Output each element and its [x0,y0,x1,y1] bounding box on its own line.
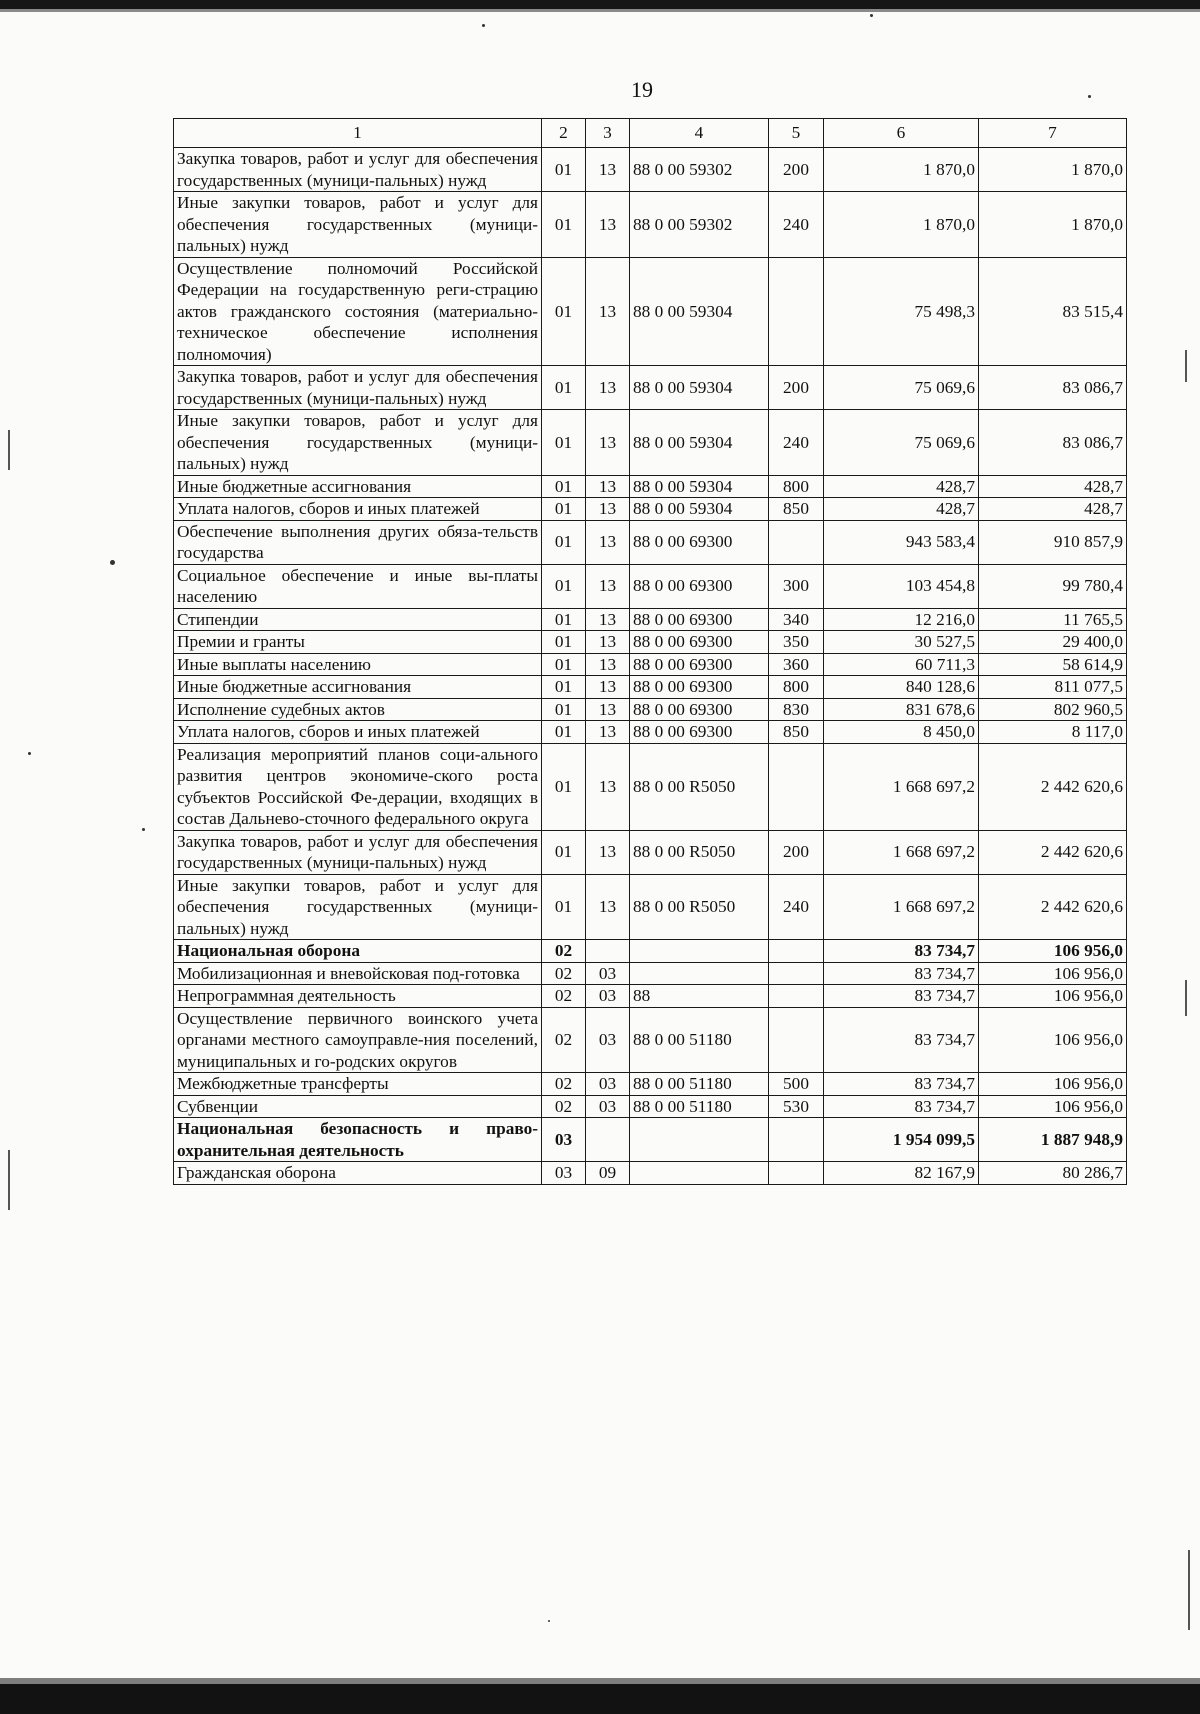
table-row [174,1162,1127,1185]
row-amount-year2-cell: 1 887 948,9 [979,1118,1127,1162]
scan-border-top-shadow [0,9,1200,12]
row-subsection-cell: 03 [586,1073,630,1096]
page-number: 19 [631,77,653,102]
row-amount-year2-cell: 106 956,0 [979,985,1127,1008]
row-expense-type-cell: 200 [769,148,824,192]
scan-edge-mark [1185,980,1187,1016]
row-section-cell: 02 [542,962,586,985]
row-name-cell: Социальное обеспечение и иные вы-платы населению [174,564,542,608]
row-section-cell: 01 [542,721,586,744]
row-amount-year1-cell: 1 954 099,5 [824,1118,979,1162]
row-expense-type-cell: 240 [769,410,824,476]
row-amount-year2-cell: 1 870,0 [979,148,1127,192]
table-row [174,698,1127,721]
row-name-cell: Осуществление полномочий Российской Федерации на государственную реги-страцию актов гражданского состояния (материально-техническое обеспечение исполнения полномочия) [174,257,542,366]
row-amount-year2-cell: 106 956,0 [979,1095,1127,1118]
table-row [174,1073,1127,1096]
row-amount-year2-cell: 11 765,5 [979,608,1127,631]
table-row [174,985,1127,1008]
row-section-cell: 01 [542,874,586,940]
table-row [174,366,1127,410]
row-target-code-cell: 88 0 00 51180 [630,1073,769,1096]
row-amount-year1-cell: 831 678,6 [824,698,979,721]
row-section-cell: 01 [542,257,586,366]
row-amount-year2-cell: 106 956,0 [979,962,1127,985]
row-subsection-cell: 03 [586,985,630,1008]
row-amount-year1-cell: 83 734,7 [824,985,979,1008]
row-expense-type-cell: 350 [769,631,824,654]
row-amount-year2-cell: 811 077,5 [979,676,1127,699]
row-amount-year1-cell: 83 734,7 [824,1095,979,1118]
row-amount-year2-cell: 83 086,7 [979,410,1127,476]
column-header: 6 [824,119,979,148]
row-amount-year1-cell: 12 216,0 [824,608,979,631]
scan-speck [142,828,145,831]
scan-speck [1088,95,1091,98]
row-section-cell: 01 [542,564,586,608]
table-row [174,743,1127,830]
table-row [174,1118,1127,1162]
row-subsection-cell [586,940,630,963]
row-expense-type-cell: 340 [769,608,824,631]
row-amount-year1-cell: 428,7 [824,475,979,498]
row-name-cell: Уплата налогов, сборов и иных платежей [174,498,542,521]
column-header: 7 [979,119,1127,148]
scan-edge-mark [8,430,10,470]
row-expense-type-cell: 850 [769,498,824,521]
row-name-cell: Исполнение судебных актов [174,698,542,721]
row-name-cell: Иные бюджетные ассигнования [174,676,542,699]
row-target-code-cell: 88 0 00 R5050 [630,743,769,830]
table-row [174,564,1127,608]
row-name-cell: Иные бюджетные ассигнования [174,475,542,498]
row-subsection-cell: 13 [586,721,630,744]
table-header-row [174,119,1127,148]
table-row [174,257,1127,366]
scan-edge-mark [1185,350,1187,382]
row-subsection-cell: 13 [586,410,630,476]
row-section-cell: 02 [542,985,586,1008]
row-subsection-cell: 13 [586,257,630,366]
scan-edge-mark [1188,1550,1190,1630]
row-name-cell: Национальная безопасность и право-охранительная деятельность [174,1118,542,1162]
row-expense-type-cell: 200 [769,366,824,410]
row-target-code-cell: 88 0 00 59304 [630,475,769,498]
row-expense-type-cell [769,520,824,564]
row-expense-type-cell [769,985,824,1008]
row-name-cell: Межбюджетные трансферты [174,1073,542,1096]
row-amount-year2-cell: 80 286,7 [979,1162,1127,1185]
row-amount-year1-cell: 75 069,6 [824,410,979,476]
row-section-cell: 01 [542,653,586,676]
row-subsection-cell: 13 [586,830,630,874]
table-row [174,520,1127,564]
scan-speck [482,24,485,27]
scan-speck [28,752,31,755]
row-subsection-cell: 13 [586,874,630,940]
row-amount-year1-cell: 82 167,9 [824,1162,979,1185]
row-target-code-cell: 88 0 00 69300 [630,721,769,744]
row-subsection-cell: 03 [586,962,630,985]
row-target-code-cell: 88 0 00 69300 [630,631,769,654]
row-name-cell: Иные закупки товаров, работ и услуг для обеспечения государственных (муници-пальных) нужд [174,874,542,940]
row-section-cell: 01 [542,192,586,258]
row-amount-year1-cell: 840 128,6 [824,676,979,699]
row-subsection-cell: 13 [586,608,630,631]
row-amount-year2-cell: 106 956,0 [979,1007,1127,1073]
row-amount-year1-cell: 60 711,3 [824,653,979,676]
row-name-cell: Иные закупки товаров, работ и услуг для обеспечения государственных (муници-пальных) нужд [174,410,542,476]
row-amount-year2-cell: 1 870,0 [979,192,1127,258]
row-amount-year2-cell: 428,7 [979,498,1127,521]
row-subsection-cell: 13 [586,653,630,676]
row-target-code-cell: 88 0 00 51180 [630,1095,769,1118]
row-expense-type-cell [769,1162,824,1185]
row-target-code-cell: 88 0 00 51180 [630,1007,769,1073]
row-section-cell: 01 [542,366,586,410]
row-expense-type-cell [769,940,824,963]
row-name-cell: Обеспечение выполнения других обяза-тельств государства [174,520,542,564]
row-name-cell: Закупка товаров, работ и услуг для обеспечения государственных (муници-пальных) нужд [174,366,542,410]
row-name-cell: Реализация мероприятий планов соци-ального развития центров экономиче-ского роста субъектов Российской Фе-дерации, входящих в состав Дальнево-сточного федерального округа [174,743,542,830]
row-amount-year1-cell: 1 870,0 [824,148,979,192]
table-row [174,498,1127,521]
row-amount-year1-cell: 75 069,6 [824,366,979,410]
row-subsection-cell: 13 [586,631,630,654]
row-target-code-cell: 88 0 00 69300 [630,520,769,564]
scan-speck [548,1620,550,1622]
table-row [174,608,1127,631]
row-amount-year1-cell: 1 668 697,2 [824,743,979,830]
table-row [174,1007,1127,1073]
scan-speck [870,14,873,17]
row-target-code-cell: 88 0 00 69300 [630,698,769,721]
row-name-cell: Гражданская оборона [174,1162,542,1185]
row-subsection-cell: 03 [586,1007,630,1073]
row-subsection-cell: 13 [586,743,630,830]
row-subsection-cell: 13 [586,564,630,608]
row-target-code-cell: 88 0 00 69300 [630,608,769,631]
table-row [174,631,1127,654]
row-target-code-cell: 88 0 00 59304 [630,257,769,366]
row-amount-year2-cell: 83 515,4 [979,257,1127,366]
row-amount-year1-cell: 103 454,8 [824,564,979,608]
row-amount-year2-cell: 99 780,4 [979,564,1127,608]
row-amount-year2-cell: 58 614,9 [979,653,1127,676]
row-name-cell: Закупка товаров, работ и услуг для обеспечения государственных (муници-пальных) нужд [174,148,542,192]
table-row [174,940,1127,963]
row-expense-type-cell: 500 [769,1073,824,1096]
column-header: 5 [769,119,824,148]
row-expense-type-cell: 360 [769,653,824,676]
row-subsection-cell: 09 [586,1162,630,1185]
row-section-cell: 01 [542,410,586,476]
row-subsection-cell: 13 [586,676,630,699]
row-expense-type-cell: 200 [769,830,824,874]
row-amount-year1-cell: 428,7 [824,498,979,521]
row-amount-year1-cell: 83 734,7 [824,962,979,985]
table-row [174,874,1127,940]
table-row [174,410,1127,476]
row-expense-type-cell [769,962,824,985]
row-expense-type-cell: 830 [769,698,824,721]
scan-edge-mark [8,1150,10,1210]
row-subsection-cell: 13 [586,366,630,410]
row-name-cell: Иные выплаты населению [174,653,542,676]
row-section-cell: 02 [542,1073,586,1096]
row-amount-year1-cell: 30 527,5 [824,631,979,654]
row-section-cell: 02 [542,1007,586,1073]
row-name-cell: Мобилизационная и вневойсковая под-готовка [174,962,542,985]
row-section-cell: 01 [542,698,586,721]
row-target-code-cell: 88 0 00 59302 [630,192,769,258]
row-name-cell: Субвенции [174,1095,542,1118]
row-target-code-cell [630,1118,769,1162]
table-row [174,1095,1127,1118]
scan-border-bottom [0,1684,1200,1714]
row-section-cell: 01 [542,498,586,521]
table-row [174,148,1127,192]
row-section-cell: 01 [542,608,586,631]
column-header: 4 [630,119,769,148]
row-name-cell: Непрограммная деятельность [174,985,542,1008]
column-header: 3 [586,119,630,148]
row-target-code-cell: 88 0 00 69300 [630,564,769,608]
row-subsection-cell: 13 [586,192,630,258]
row-target-code-cell: 88 0 00 59304 [630,498,769,521]
row-amount-year2-cell: 8 117,0 [979,721,1127,744]
row-subsection-cell: 03 [586,1095,630,1118]
budget-table [173,118,1127,1185]
row-amount-year2-cell: 2 442 620,6 [979,874,1127,940]
row-amount-year2-cell: 910 857,9 [979,520,1127,564]
row-amount-year2-cell: 428,7 [979,475,1127,498]
row-amount-year1-cell: 1 668 697,2 [824,874,979,940]
row-amount-year2-cell: 106 956,0 [979,940,1127,963]
row-subsection-cell: 13 [586,475,630,498]
row-section-cell: 01 [542,830,586,874]
row-amount-year1-cell: 8 450,0 [824,721,979,744]
row-target-code-cell: 88 0 00 59304 [630,410,769,476]
scan-border-top [0,0,1200,9]
row-target-code-cell: 88 0 00 59302 [630,148,769,192]
row-target-code-cell: 88 0 00 69300 [630,653,769,676]
row-target-code-cell [630,940,769,963]
table-row [174,475,1127,498]
column-header: 1 [174,119,542,148]
table-row [174,653,1127,676]
row-amount-year2-cell: 106 956,0 [979,1073,1127,1096]
row-section-cell: 02 [542,1095,586,1118]
row-section-cell: 01 [542,475,586,498]
row-target-code-cell: 88 0 00 59304 [630,366,769,410]
table-row [174,676,1127,699]
row-section-cell: 01 [542,520,586,564]
row-amount-year1-cell: 1 870,0 [824,192,979,258]
table-row [174,192,1127,258]
row-expense-type-cell: 240 [769,874,824,940]
row-section-cell: 01 [542,631,586,654]
row-expense-type-cell: 240 [769,192,824,258]
row-amount-year2-cell: 83 086,7 [979,366,1127,410]
row-section-cell: 03 [542,1118,586,1162]
table-row [174,962,1127,985]
row-expense-type-cell [769,257,824,366]
row-target-code-cell [630,962,769,985]
row-section-cell: 01 [542,743,586,830]
row-section-cell: 01 [542,148,586,192]
table-row [174,721,1127,744]
row-expense-type-cell [769,1007,824,1073]
row-target-code-cell: 88 0 00 69300 [630,676,769,699]
row-subsection-cell [586,1118,630,1162]
row-target-code-cell: 88 0 00 R5050 [630,874,769,940]
row-expense-type-cell: 850 [769,721,824,744]
row-name-cell: Стипендии [174,608,542,631]
row-expense-type-cell: 530 [769,1095,824,1118]
row-name-cell: Национальная оборона [174,940,542,963]
row-name-cell: Осуществление первичного воинского учета органами местного самоуправле-ния поселений, муниципальных и го-родских округов [174,1007,542,1073]
row-target-code-cell: 88 [630,985,769,1008]
row-expense-type-cell: 300 [769,564,824,608]
row-amount-year2-cell: 802 960,5 [979,698,1127,721]
row-name-cell: Уплата налогов, сборов и иных платежей [174,721,542,744]
row-target-code-cell [630,1162,769,1185]
row-amount-year1-cell: 83 734,7 [824,940,979,963]
row-name-cell: Премии и гранты [174,631,542,654]
row-name-cell: Закупка товаров, работ и услуг для обеспечения государственных (муници-пальных) нужд [174,830,542,874]
row-amount-year1-cell: 1 668 697,2 [824,830,979,874]
row-expense-type-cell [769,743,824,830]
row-section-cell: 01 [542,676,586,699]
row-amount-year2-cell: 2 442 620,6 [979,830,1127,874]
row-name-cell: Иные закупки товаров, работ и услуг для обеспечения государственных (муници-пальных) нужд [174,192,542,258]
row-expense-type-cell [769,1118,824,1162]
table-row [174,830,1127,874]
row-amount-year1-cell: 75 498,3 [824,257,979,366]
row-subsection-cell: 13 [586,498,630,521]
table-body [174,148,1127,1185]
row-amount-year1-cell: 83 734,7 [824,1073,979,1096]
row-subsection-cell: 13 [586,148,630,192]
row-subsection-cell: 13 [586,698,630,721]
row-target-code-cell: 88 0 00 R5050 [630,830,769,874]
row-section-cell: 02 [542,940,586,963]
row-section-cell: 03 [542,1162,586,1185]
scan-speck [110,560,115,565]
row-amount-year1-cell: 943 583,4 [824,520,979,564]
row-subsection-cell: 13 [586,520,630,564]
column-header: 2 [542,119,586,148]
row-amount-year1-cell: 83 734,7 [824,1007,979,1073]
row-expense-type-cell: 800 [769,475,824,498]
row-amount-year2-cell: 29 400,0 [979,631,1127,654]
row-amount-year2-cell: 2 442 620,6 [979,743,1127,830]
row-expense-type-cell: 800 [769,676,824,699]
